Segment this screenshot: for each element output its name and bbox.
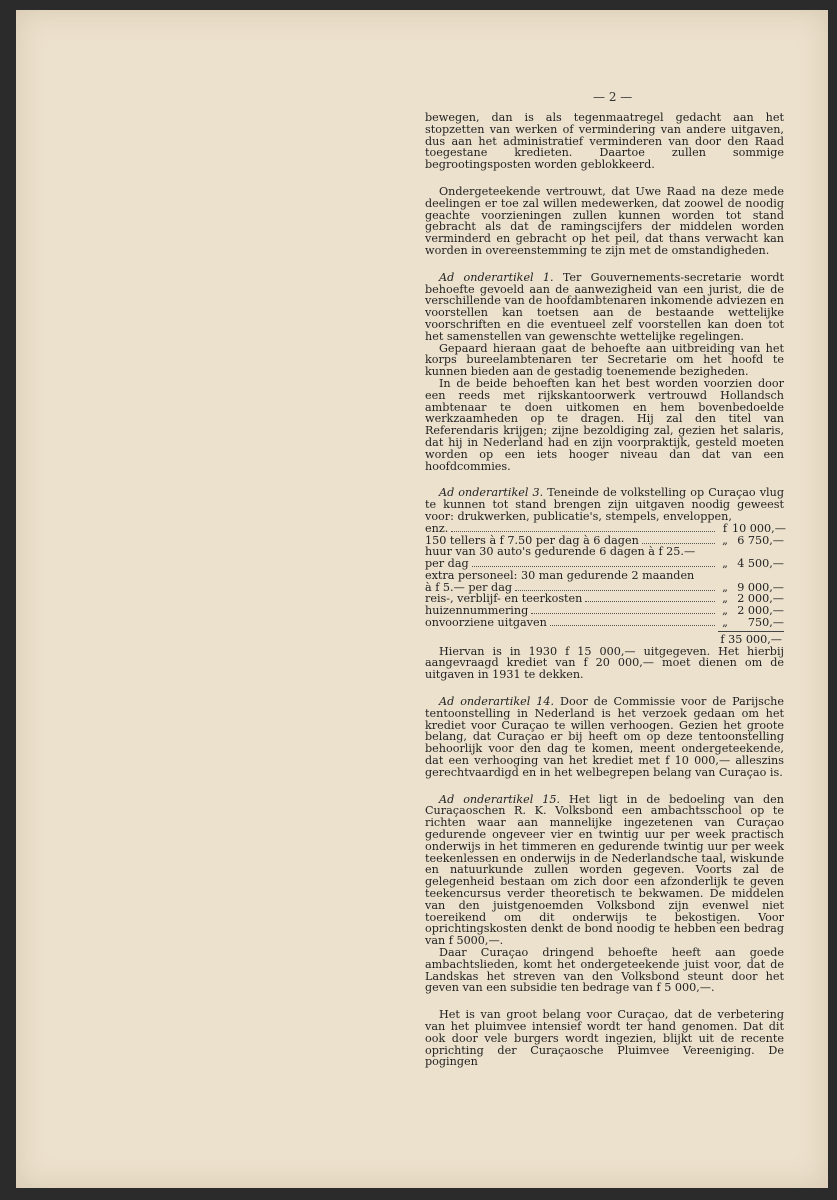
section-onderartikel-1 <box>425 272 784 343</box>
currency: „ <box>722 533 728 547</box>
expense-total: f 35 000,— <box>720 632 782 646</box>
expense-label: huizennummering <box>425 604 529 618</box>
document-body <box>425 112 784 1068</box>
page-number: — 2 — <box>593 90 633 104</box>
paragraph: Ondergeteekende vertrouwt, dat Uwe Raad na deze mede deelingen er toe zal willen medewerken, dat zoowel de noodig geachte voorzieningen zullen kunnen worden tot stand gebracht als dat de ramingscijfers der middelen worden verminderd en gebracht op het peil, dat thans verwacht kan worden in overeenstemming te zijn met de omstandigheden. <box>425 184 784 257</box>
section-onderartikel-3 <box>425 487 784 522</box>
currency: „ <box>722 580 728 594</box>
paragraph-text: Ter Gouvernements-secretarie wordt behoefte gevoeld aan de aanwezigheid van een jurist, die de verschillende van de hoofdambtenaren inkomende adviezen en voorstellen kan toetsen aan de bestaande wettelijke voorschriften en die eventueel zelf voorstellen kan doen tot het samenstellen van gewenschte wettelijke regelingen. <box>425 270 784 343</box>
expense-label: 150 tellers à f 7.50 per dag à 6 dagen <box>425 533 639 547</box>
section-heading: Ad onderartikel 14. <box>439 695 555 709</box>
paragraph-text: Door de Commissie voor de Parijsche tentoonstelling in Nederland is het verzoek gedaan om het krediet voor Curaçao te willen verhoogen. Gezien het groote belang, dat Curaçao er bij heeft om op deze tentoonstelling behoorlijk voor den dag te komen, meent ondergeteekende, dat een verhooging van het krediet met f 10 000,— alleszins gerechtvaardigd en in het welbegrepen belang van Curaçao is. <box>425 695 784 779</box>
section-heading: Ad onderartikel 3. <box>439 486 544 500</box>
total-rule <box>718 631 784 632</box>
currency: „ <box>722 616 728 630</box>
currency: „ <box>722 557 728 571</box>
expense-label-line: huur van 30 auto's gedurende 6 dagen à f 25.— <box>425 545 696 559</box>
paragraph: Gepaard hieraan gaat de behoefte aan uitbreiding van het korps bureelambtenaren ter Secretarie om het hoofd te kunnen bieden aan de gestadig toenemende bezigheden. <box>425 341 784 379</box>
expense-amount: 750,— <box>747 616 784 630</box>
expense-label-line: extra personeel: 30 man gedurende 2 maanden <box>425 568 695 582</box>
paragraph: Hiervan is in 1930 f 15 000,— uitgegeven. Het hierbij aangevraagd krediet van f 20 000,— moet dienen om de uitgaven in 1931 te dekken. <box>425 644 784 682</box>
paragraph: Daar Curaçao dringend behoefte heeft aan goede ambachtslieden, komt het ondergeteekende juist voor, dat de Landskas het streven van den Volksbond steunt door het geven van een subsidie ten bedrage van f 5 000,—. <box>425 946 784 995</box>
paragraph-text: Het ligt in de bedoeling van den Curaçaoschen R. K. Volksbond een ambachtsschool op te richten waar aan mannelijke ingezetenen van Curaçao gedurende ongeveer vier en twintig uur per week practisch onderwijs in het timmeren en gedurende twintig uur per week teekenlessen en onderwijs in de Nederlandsche taal, wiskunde en natuurkunde zullen worden gegeven. Voorts zal de gelegenheid bestaan om zich door een afzonderlijk te geven teekencursus verder theoretisch te bekwamen. De middelen van den juistgenoemden Volksbond zijn evenwel niet toereikend om dit onderwijs te bekostigen. Voor oprichtingskosten denkt de bond noodig te hebben een bedrag van f 5000,—. <box>425 792 784 948</box>
section-heading: Ad onderartikel 15. <box>439 792 561 806</box>
expense-amount: 4 500,— <box>737 557 784 571</box>
expense-list <box>425 523 784 646</box>
expense-amount: 2 000,— <box>737 604 784 618</box>
expense-amount: 6 750,— <box>737 533 784 547</box>
expense-amount: 9 000,— <box>737 580 784 594</box>
expense-amount: 2 000,— <box>737 592 784 606</box>
paragraph: bewegen, dan is als tegenmaatregel gedacht aan het stopzetten van werken of vermindering van andere uitgaven, dus aan het administratief verminderen van door den Raad toegestane kredieten. Daartoe zullen sommige begrootingsposten worden geblokkeerd. <box>425 111 784 172</box>
expense-amount: 10 000,— <box>732 521 786 535</box>
currency: f <box>722 521 728 535</box>
section-onderartikel-15 <box>425 794 784 947</box>
expense-label: reis-, verblijf- en teerkosten <box>425 592 583 606</box>
paragraph-text: Teneinde de volkstelling op Curaçao vlug te kunnen tot stand brengen zijn uitgaven noodig geweest voor: drukwerken, publicatie's, stempels, enveloppen, <box>425 486 785 523</box>
currency: „ <box>722 604 728 618</box>
expense-label: à f 5.— per dag <box>425 580 513 594</box>
expense-label: onvoorziene uitgaven <box>425 616 547 630</box>
expense-row <box>425 523 784 535</box>
paragraph: In de beide behoeften kan het best worden voorzien door een reeds met rijkskantoorwerk vertrouwd Hollandsch ambtenaar te doen uitkomen en hem bovenbedoelde werkzaamheden op te dragen. Hij zal den titel van Referendaris krijgen; zijne bezoldiging zal, gezien het salaris, dat hij in Nederland had en zijn voorpraktijk, gesteld moeten worden op een iets hooger niveau dan dat van een hoofdcommies. <box>425 376 784 473</box>
expense-row <box>425 617 784 629</box>
currency: „ <box>722 592 728 606</box>
expense-label: per dag <box>425 557 469 571</box>
paragraph: Het is van groot belang voor Curaçao, dat de verbetering van het pluimvee intensief wordt ter hand genomen. Dat dit ook door vele burgers wordt ingezien, blijkt uit de recente oprichting der Curaçaosche Pluimvee Vereeniging. De pogingen <box>425 1008 784 1069</box>
section-onderartikel-14 <box>425 696 784 779</box>
section-heading: Ad onderartikel 1. <box>439 270 554 284</box>
expense-label: enz. <box>425 521 449 535</box>
